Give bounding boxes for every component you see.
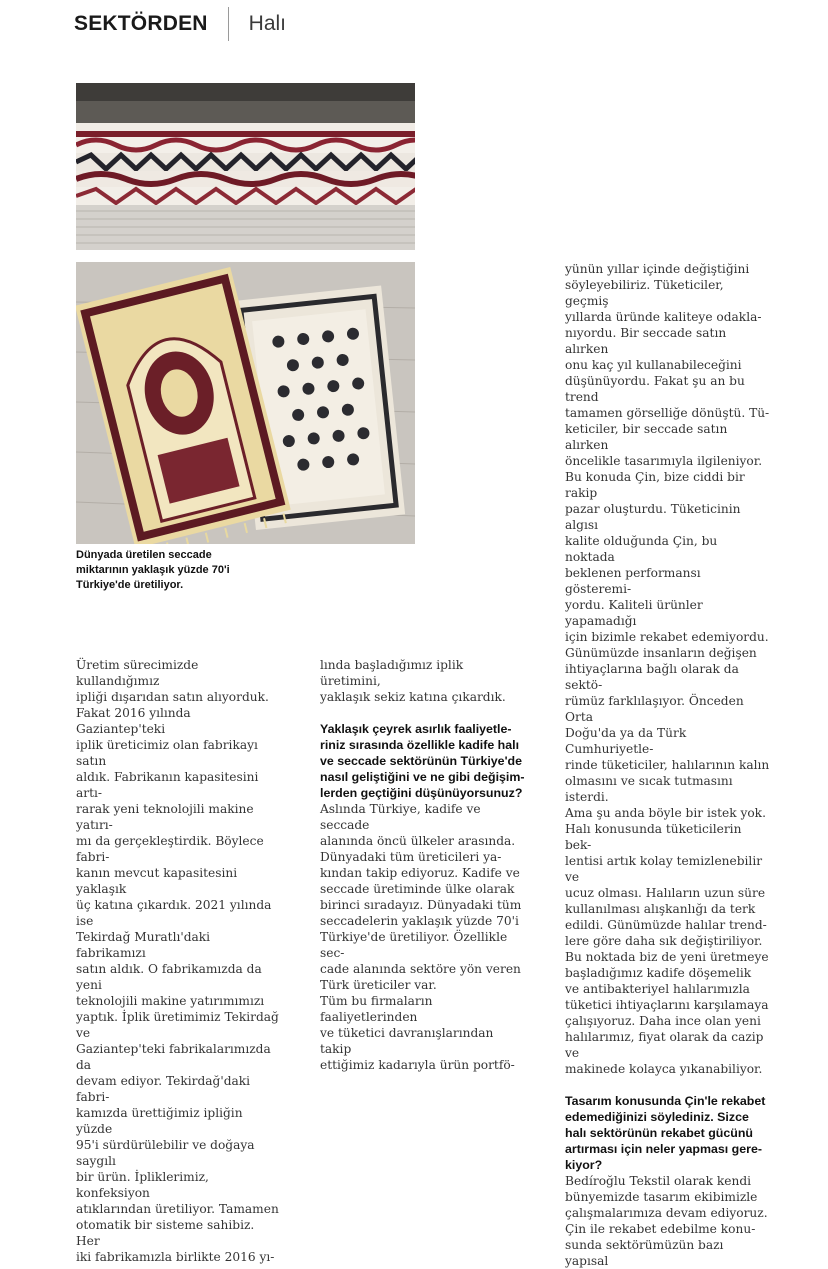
- body-line: Ama şu anda böyle bir istek yok.: [565, 806, 766, 820]
- body-line: yaklaşık sekiz katına çıkardık.: [320, 690, 506, 704]
- body-line: ipliği dışarıdan satın alıyorduk.: [76, 690, 269, 704]
- body-line: teknolojili makine yatırımımızı: [76, 994, 265, 1008]
- body-line: alanında öncü ülkeler arasında.: [320, 834, 516, 848]
- body-line: satın aldık. O fabrikamızda da yeni: [76, 962, 262, 992]
- body-line: yıllarda üründe kaliteye odakla-: [565, 310, 762, 324]
- article-column-2: [320, 657, 525, 1073]
- body-line: otomatik bir sisteme sahibiz. Her: [76, 1218, 255, 1248]
- body-line: kalite olduğunda Çin, bu noktada: [565, 534, 718, 564]
- body-line: nıyordu. Bir seccade satın alırken: [565, 326, 727, 356]
- body-line: iki fabrikamızla birlikte 2016 yı-: [76, 1250, 275, 1264]
- body-line: Dünyadaki tüm üreticileri ya-: [320, 850, 502, 864]
- photo-caption: [76, 548, 256, 593]
- body-line: ucuz olması. Halıların uzun süre: [565, 886, 766, 900]
- body-line: onu kaç yıl kullanabileceğini: [565, 358, 742, 372]
- body-line: seccadelerin yaklaşık yüzde 70'i: [320, 914, 519, 928]
- caption-line: Dünyada üretilen seccade: [76, 549, 212, 561]
- body-line: pazar oluşturdu. Tüketicinin algısı: [565, 502, 741, 532]
- body-line: Gaziantep'teki fabrikalarımızda da: [76, 1042, 271, 1072]
- body-line: kanın mevcut kapasitesini yaklaşık: [76, 866, 238, 896]
- interview-question-line: kiyor?: [565, 1158, 603, 1172]
- body-line: yordu. Kaliteli ürünler yapamadığı: [565, 598, 703, 628]
- body-line: sunda sektörümüzün bazı yapısal: [565, 1238, 724, 1268]
- body-line: başladığımız kadife döşemelik: [565, 966, 752, 980]
- interview-question-line: nasıl geliştiğini ve ne gibi değişim-: [320, 770, 525, 784]
- body-line: Türk üreticiler var.: [320, 978, 437, 992]
- interview-question-line: ve seccade sektörünün Türkiye'de: [320, 754, 522, 768]
- body-line: rümüz farklılaşıyor. Önceden Orta: [565, 694, 744, 724]
- body-line: mı da gerçekleştirdik. Böylece fabri-: [76, 834, 264, 864]
- body-line: devam ediyor. Tekirdağ'daki fabri-: [76, 1074, 251, 1104]
- body-line: 95'i sürdürülebilir ve doğaya saygılı: [76, 1138, 255, 1168]
- body-line: olmasını ve sıcak tutmasını isterdi.: [565, 774, 733, 804]
- interview-question-line: halı sektörünün rekabet gücünü: [565, 1126, 753, 1140]
- body-line: rarak yeni teknolojili makine yatırı-: [76, 802, 254, 832]
- section-title: SEKTÖRDEN: [74, 12, 208, 35]
- body-line: Fakat 2016 yılında Gaziantep'teki: [76, 706, 191, 736]
- body-line: Tüm bu firmaların faaliyetlerinden: [320, 994, 433, 1024]
- body-line: Halı konusunda tüketicilerin bek-: [565, 822, 742, 852]
- body-line: bünyemizde tasarım ekibimizle: [565, 1190, 758, 1204]
- body-line: ettiğimiz kadarıyla ürün portfö-: [320, 1058, 515, 1072]
- prayer-rugs-photo: [76, 262, 415, 544]
- body-line: söyleyebiliriz. Tüketiciler, geçmiş: [565, 278, 724, 308]
- interview-question-line: Tasarım konusunda Çin'le rekabet: [565, 1094, 766, 1108]
- stacked-carpets-photo: [76, 83, 415, 250]
- body-line: kından takip ediyoruz. Kadife ve: [320, 866, 520, 880]
- body-line: çalışıyoruz. Daha ince olan yeni: [565, 1014, 761, 1028]
- body-line: rinde tüketiciler, halılarının kalın: [565, 758, 770, 772]
- body-line: ihtiyaçlarına bağlı olarak da sektö-: [565, 662, 739, 692]
- paragraph-gap: [320, 705, 525, 721]
- body-line: keticiler, bir seccade satın alırken: [565, 422, 728, 452]
- page-header: [74, 6, 286, 42]
- caption-line: Türkiye'de üretiliyor.: [76, 579, 184, 591]
- body-line: Çin ile rekabet edebilme konu-: [565, 1222, 756, 1236]
- interview-question-line: edemediğinizi söylediniz. Sizce: [565, 1110, 749, 1124]
- interview-question-line: riniz sırasında özellikle kadife halı: [320, 738, 520, 752]
- article-column-1: [76, 657, 281, 1265]
- body-line: düşünüyordu. Fakat şu an bu trend: [565, 374, 745, 404]
- body-line: makinede kolayca yıkanabiliyor.: [565, 1062, 763, 1076]
- body-line: seccade üretiminde ülke olarak: [320, 882, 515, 896]
- body-line: yünün yıllar içinde değiştiğini: [565, 262, 750, 276]
- body-line: cade alanında sektöre yön veren: [320, 962, 521, 976]
- body-line: Günümüzde insanların değişen: [565, 646, 757, 660]
- header-divider: [228, 7, 229, 41]
- caption-line: miktarının yaklaşık yüzde 70'i: [76, 564, 230, 576]
- body-line: yaptık. İplik üretimimiz Tekirdağ ve: [76, 1010, 279, 1040]
- body-line: kamızda ürettiğimiz ipliğin yüzde: [76, 1106, 243, 1136]
- body-line: Üretim sürecimizde kullandığımız: [76, 658, 199, 688]
- body-line: ve antibakteriyel halılarımızla: [565, 982, 750, 996]
- body-line: Türkiye'de üretiliyor. Özellikle sec-: [320, 930, 508, 960]
- body-line: edildi. Günümüzde halılar trend-: [565, 918, 767, 932]
- body-line: beklenen performansı gösteremi-: [565, 566, 701, 596]
- body-line: çalışmalarımıza devam ediyoruz.: [565, 1206, 768, 1220]
- body-line: lere göre daha sık değiştiriliyor.: [565, 934, 763, 948]
- interview-question-line: lerden geçtiğini düşünüyorsunuz?: [320, 786, 523, 800]
- body-line: Aslında Türkiye, kadife ve seccade: [320, 802, 481, 832]
- body-line: bir ürün. İpliklerimiz, konfeksiyon: [76, 1170, 209, 1200]
- body-line: Bedíroğlu Tekstil olarak kendi: [565, 1174, 752, 1188]
- body-line: Doğu'da ya da Türk Cumhuriyetle-: [565, 726, 687, 756]
- interview-question-line: Yaklaşık çeyrek asırlık faaliyetle-: [320, 722, 512, 736]
- body-line: tamamen görselliğe dönüştü. Tü-: [565, 406, 770, 420]
- body-line: birinci sıradayız. Dünyadaki tüm: [320, 898, 522, 912]
- body-line: öncelikle tasarımıyla ilgileniyor.: [565, 454, 763, 468]
- body-line: aldık. Fabrikanın kapasitesini artı-: [76, 770, 259, 800]
- prayer-rugs-illustration: [76, 262, 415, 544]
- body-line: lentisi artık kolay temizlenebilir ve: [565, 854, 763, 884]
- body-line: için bizimle rekabet edemiyordu.: [565, 630, 769, 644]
- body-line: Tekirdağ Muratlı'daki fabrikamızı: [76, 930, 211, 960]
- body-line: ve tüketici davranışlarından takip: [320, 1026, 494, 1056]
- interview-question-line: artırması için neler yapması gere-: [565, 1142, 762, 1156]
- body-line: kullanılması alışkanlığı da terk: [565, 902, 756, 916]
- paragraph-gap: [565, 1077, 770, 1093]
- body-line: üç katına çıkardık. 2021 yılında ise: [76, 898, 272, 928]
- body-line: Bu konuda Çin, bize ciddi bir rakip: [565, 470, 745, 500]
- subsection-title: Halı: [248, 12, 287, 35]
- stacked-carpets-illustration: [76, 83, 415, 250]
- body-line: atıklarından üretiliyor. Tamamen: [76, 1202, 279, 1216]
- body-line: tüketici ihtiyaçlarını karşılamaya: [565, 998, 769, 1012]
- body-line: halılarımız, fiyat olarak da cazip ve: [565, 1030, 764, 1060]
- body-line: iplik üreticimiz olan fabrikayı satın: [76, 738, 258, 768]
- article-column-3: [565, 261, 770, 1269]
- body-line: Bu noktada biz de yeni üretmeye: [565, 950, 769, 964]
- body-line: lında başladığımız iplik üretimini,: [320, 658, 464, 688]
